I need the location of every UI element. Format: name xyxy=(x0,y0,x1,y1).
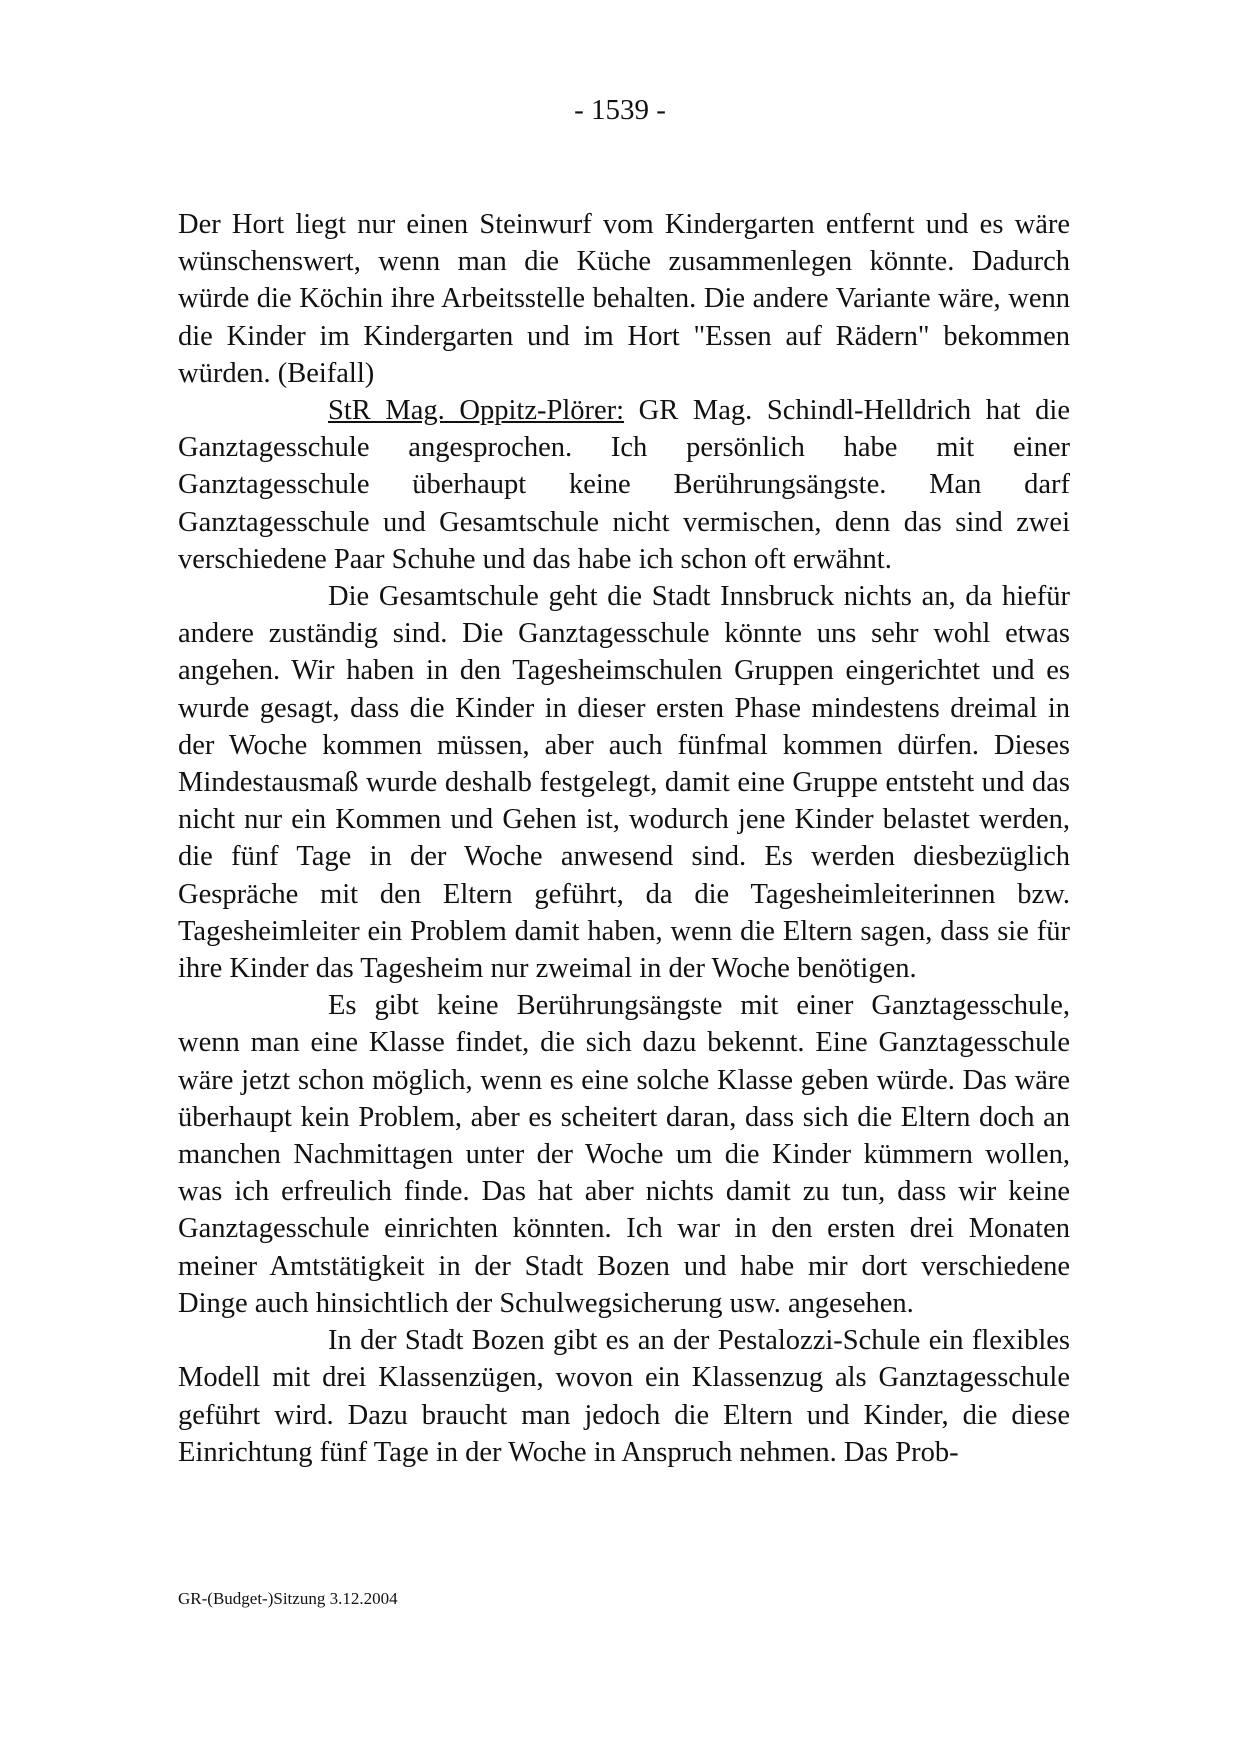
paragraph-3 xyxy=(178,578,1070,987)
paragraph-5 xyxy=(178,1322,1070,1471)
document-body xyxy=(178,206,1070,1471)
paragraph-2 xyxy=(178,392,1070,578)
paragraph-2-text: GR Mag. Schindl-Helldrich hat die Ganztagesschule angesprochen. Ich persönlich habe mit einer Ganztagesschule überhaupt keine Berührungsängste. Man darf Ganztagesschule und Gesamtschule nicht vermischen, denn das sind zwei verschiedene Paar Schuhe und das habe ich schon oft erwähnt. xyxy=(178,395,1071,575)
paragraph-4-text: Es gibt keine Berührungsängste mit einer Ganztagesschule, wenn man eine Klasse findet, die sich dazu bekennt. Eine Ganztagesschule wäre jetzt schon möglich, wenn es eine solche Klasse geben würde. Das wäre überhaupt kein Problem, aber es scheitert daran, dass sich die Eltern doch an manchen Nachmittagen unter der Woche um die Kinder kümmern wollen, was ich erfreulich finde. Das hat aber nichts damit zu tun, dass wir keine Ganztagesschule einrichten könnten. Ich war in den ersten drei Monaten meiner Amtstätigkeit in der Stadt Bozen und habe mir dort verschiedene Dinge auch hinsichtlich der Schulwegsicherung usw. angesehen. xyxy=(178,990,1070,1319)
paragraph-1 xyxy=(178,206,1070,392)
paragraph-3-text: Die Gesamtschule geht die Stadt Innsbruck nichts an, da hiefür andere zuständig sind. Die Ganztagesschule könnte uns sehr wohl etwas angehen. Wir haben in den Tagesheimschulen Gruppen eingerichtet und es wurde gesagt, dass die Kinder in dieser ersten Phase mindestens dreimal in der Woche kommen müssen, aber auch fünfmal kommen dürfen. Dieses Mindestausmaß wurde deshalb festgelegt, damit eine Gruppe entsteht und das nicht nur ein Kommen und Gehen ist, wodurch jene Kinder belastet werden, die fünf Tage in der Woche anwesend sind. Es werden diesbezüglich Gespräche mit den Eltern geführt, da die Tagesheimleiterinnen bzw. Tagesheimleiter ein Problem damit haben, wenn die Eltern sagen, dass sie für ihre Kinder das Tagesheim nur zweimal in der Woche benötigen. xyxy=(178,581,1070,985)
speaker-name: StR Mag. Oppitz-Plörer: xyxy=(328,395,625,427)
paragraph-1-text: Der Hort liegt nur einen Steinwurf vom Kindergarten entfernt und es wäre wünschenswert, wenn man die Küche zusammenlegen könnte. Dadurch würde die Köchin ihre Arbeitsstelle behalten. Die andere Variante wäre, wenn die Kinder im Kindergarten und im Hort "Essen auf Rädern" bekommen würden. (Beifall) xyxy=(178,209,1070,389)
paragraph-4 xyxy=(178,987,1070,1322)
footer-session-label: GR-(Budget-)Sitzung 3.12.2004 xyxy=(178,1589,398,1608)
paragraph-5-text: In der Stadt Bozen gibt es an der Pestalozzi-Schule ein flexibles Modell mit drei Klassenzügen, wovon ein Klassenzug als Ganztagesschule geführt wird. Dazu braucht man jedoch die Eltern und Kinder, die diese Einrichtung fünf Tage in der Woche in Anspruch nehmen. Das Prob- xyxy=(178,1325,1070,1468)
page-number: - 1539 - xyxy=(574,94,666,126)
